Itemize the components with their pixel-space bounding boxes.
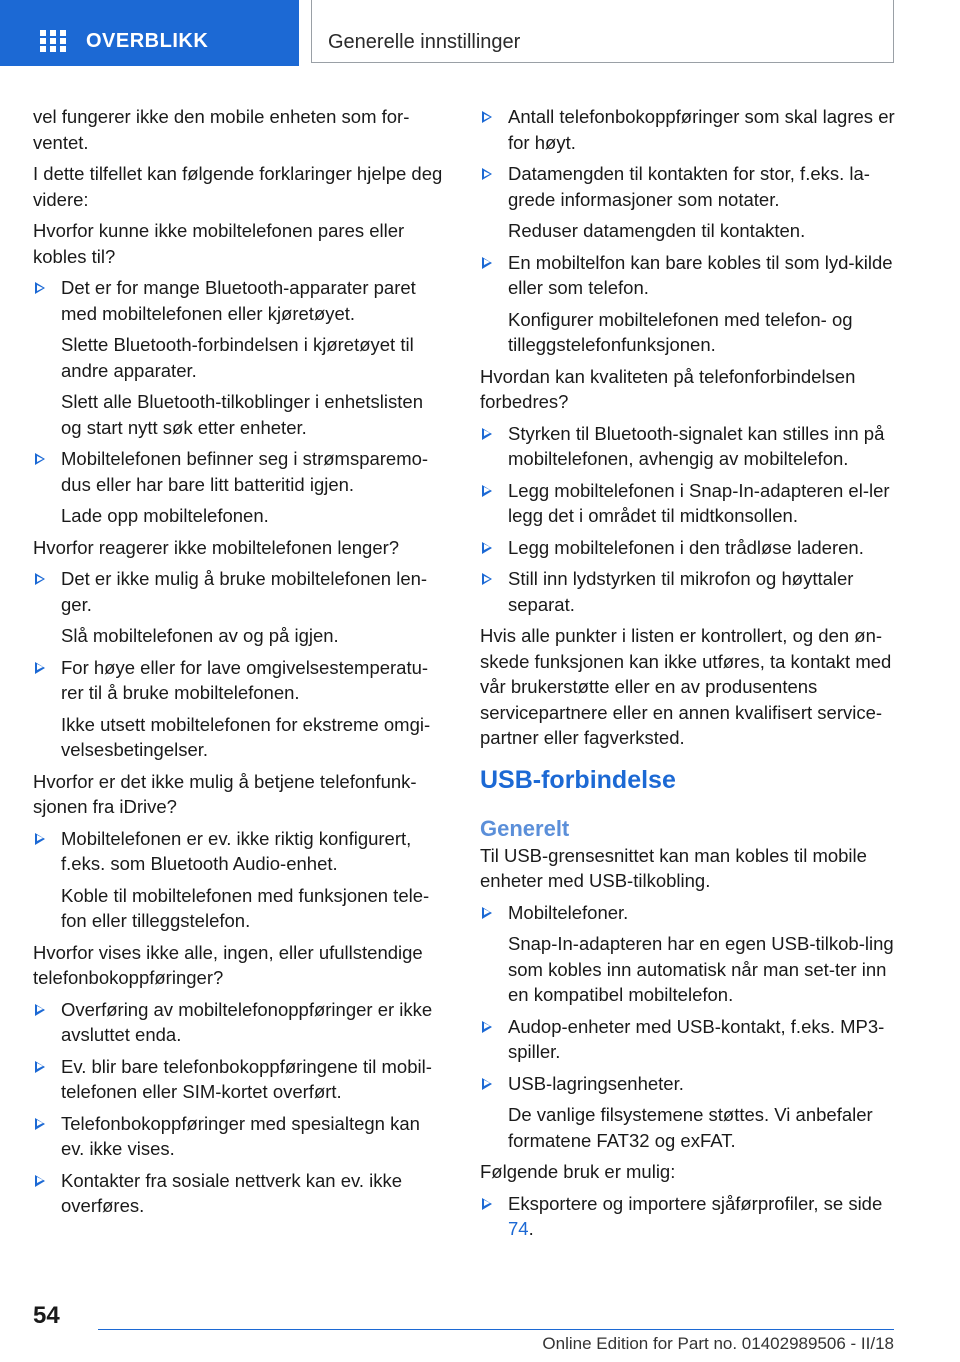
triangle-bullet-icon bbox=[482, 111, 492, 123]
list-item bbox=[33, 826, 448, 877]
section-tab bbox=[311, 0, 894, 63]
list-item-text: Eksportere og importere sjåførprofiler, se side bbox=[508, 1192, 883, 1214]
paragraph: Til USB-grensesnittet kan man kobles til mobile enheter med USB-tilkobling. bbox=[480, 844, 867, 891]
paragraph: I dette tilfellet kan følgende forklaringer hjelpe deg videre: bbox=[33, 163, 443, 210]
list-item bbox=[33, 1054, 448, 1105]
list-item-text: Det er for mange Bluetooth-apparater paret med mobiltelefonen eller kjøretøyet. bbox=[61, 277, 416, 324]
list-item bbox=[33, 1111, 448, 1162]
list-item bbox=[480, 900, 895, 926]
list-item-text: Overføring av mobiltelefonoppføringer er ikke avsluttet enda. bbox=[61, 998, 433, 1045]
list-item bbox=[33, 1168, 448, 1219]
list-item-text: Mobiltelefoner. bbox=[508, 901, 629, 923]
paragraph: Hvorfor kunne ikke mobiltelefonen pares eller kobles til? bbox=[33, 220, 405, 267]
list-item bbox=[480, 421, 895, 472]
list-item bbox=[480, 1191, 895, 1242]
paragraph: Hvordan kan kvaliteten på telefonforbindelsen forbedres? bbox=[480, 365, 856, 412]
list-item bbox=[480, 1071, 895, 1097]
list-item-text: Mobiltelefonen er ev. ikke riktig konfigurert, f.eks. som Bluetooth Audio-enhet. bbox=[61, 827, 412, 874]
list-item bbox=[480, 1014, 895, 1065]
list-item-text: En mobiltelfon kan bare kobles til som lyd-kilde eller som telefon. bbox=[508, 251, 893, 298]
triangle-bullet-icon bbox=[35, 1175, 45, 1187]
paragraph: vel fungerer ikke den mobile enheten som for-ventet. bbox=[33, 106, 410, 153]
section-heading: USB-forbindelse bbox=[480, 765, 676, 794]
list-item-text: USB-lagringsenheter. bbox=[508, 1072, 684, 1094]
list-item bbox=[480, 161, 895, 212]
page-header bbox=[0, 0, 960, 66]
list-item bbox=[480, 104, 895, 155]
list-item-text: Still inn lydstyrken til mikrofon og høyttaler separat. bbox=[508, 568, 854, 615]
triangle-bullet-icon bbox=[482, 428, 492, 440]
overview-tab[interactable] bbox=[0, 0, 299, 66]
triangle-bullet-icon bbox=[482, 485, 492, 497]
list-item-text: Datamengden til kontakten for stor, f.eks. la-grede informasjoner som notater. bbox=[508, 163, 870, 210]
section-title: Generelle innstillinger bbox=[328, 31, 521, 53]
list-item bbox=[480, 478, 895, 529]
triangle-bullet-icon bbox=[35, 1004, 45, 1016]
bullet-detail: Reduser datamengden til kontakten. bbox=[508, 220, 806, 241]
page-link[interactable]: 74 bbox=[508, 1218, 529, 1239]
bullet-detail: Snap-In-adapteren har en egen USB-tilkob-ling som kobles inn automatisk når man set-ter inn en kompatibel mobiltelefon. bbox=[508, 933, 894, 1005]
triangle-bullet-icon bbox=[482, 907, 492, 919]
list-item-text: Ev. blir bare telefonbokoppføringene til mobil-telefonen eller SIM-kortet overført. bbox=[61, 1055, 432, 1102]
paragraph: Følgende bruk er mulig: bbox=[480, 1161, 676, 1182]
list-item-text: Styrken til Bluetooth-signalet kan stilles inn på mobiltelefonen, avhengig av mobiltelefon. bbox=[508, 422, 885, 469]
list-item-text: Telefonbokoppføringer med spesialtegn kan ev. ikke vises. bbox=[61, 1112, 420, 1159]
list-item-text: Audop-enheter med USB-kontakt, f.eks. MP3-spiller. bbox=[508, 1015, 885, 1062]
triangle-bullet-icon bbox=[35, 1118, 45, 1130]
list-item bbox=[480, 250, 895, 301]
triangle-bullet-icon bbox=[482, 573, 492, 585]
list-item-text: Antall telefonbokoppføringer som skal lagres er for høyt. bbox=[508, 106, 895, 153]
bullet-detail: Slå mobiltelefonen av og på igjen. bbox=[61, 625, 339, 646]
list-item-text: For høye eller for lave omgivelsestemperatu-rer til å bruke mobiltelefonen. bbox=[61, 656, 429, 703]
subsection-heading: Generelt bbox=[480, 815, 570, 841]
paragraph: Hvorfor reagerer ikke mobiltelefonen lenger? bbox=[33, 536, 400, 558]
triangle-bullet-icon bbox=[35, 662, 45, 674]
paragraph: Hvorfor vises ikke alle, ingen, eller ufullstendige telefonbokoppføringer? bbox=[33, 941, 423, 988]
triangle-bullet-icon bbox=[35, 1061, 45, 1073]
paragraph: Hvis alle punkter i listen er kontrollert, og den øn-skede funksjonen kan ikke utføres, ta kontakt med vår brukerstøtte eller en av produsentens servicepartnere eller en annen kvalifisert service-partner eller fagverksted. bbox=[480, 625, 892, 748]
page-number: 54 bbox=[33, 1302, 60, 1329]
triangle-bullet-icon bbox=[35, 282, 45, 294]
triangle-bullet-icon bbox=[482, 168, 492, 180]
list-item-text: Mobiltelefonen befinner seg i strømsparemo-dus eller har bare litt batteritid igjen. bbox=[61, 448, 429, 495]
right-column bbox=[480, 104, 895, 1248]
triangle-bullet-icon bbox=[482, 257, 492, 269]
triangle-bullet-icon bbox=[482, 1078, 492, 1090]
triangle-bullet-icon bbox=[35, 573, 45, 585]
paragraph: Hvorfor er det ikke mulig å betjene telefonfunk-sjonen fra iDrive? bbox=[33, 770, 417, 817]
footer-edition: Online Edition for Part no. 01402989506 - II/18 bbox=[542, 1334, 894, 1353]
list-item-suffix: . bbox=[528, 1218, 534, 1239]
triangle-bullet-icon bbox=[482, 1021, 492, 1033]
triangle-bullet-icon bbox=[482, 542, 492, 554]
bullet-detail: Slette Bluetooth-forbindelsen i kjøretøyet til andre apparater. bbox=[61, 334, 414, 381]
list-item-text: Legg mobiltelefonen i Snap-In-adapteren el-ler legg det i området til midtkonsollen. bbox=[508, 479, 890, 526]
list-item bbox=[33, 566, 448, 617]
grid-icon bbox=[40, 30, 66, 52]
bullet-detail: Ikke utsett mobiltelefonen for ekstreme omgi-velsesbetingelser. bbox=[61, 713, 431, 760]
bullet-detail: Slett alle Bluetooth-tilkoblinger i enhetslisten og start nytt søk etter enheter. bbox=[61, 391, 423, 438]
list-item bbox=[480, 566, 895, 617]
bullet-detail: De vanlige filsystemene støttes. Vi anbefaler formatene FAT32 og exFAT. bbox=[508, 1104, 873, 1151]
list-item-text: Kontakter fra sosiale nettverk kan ev. ikke overføres. bbox=[61, 1169, 403, 1216]
bullet-detail: Konfigurer mobiltelefonen med telefon- og tilleggstelefonfunksjonen. bbox=[508, 308, 853, 355]
left-column bbox=[33, 104, 448, 1225]
list-item bbox=[33, 997, 448, 1048]
overview-label: OVERBLIKK bbox=[86, 30, 209, 52]
bullet-detail: Lade opp mobiltelefonen. bbox=[61, 505, 269, 526]
list-item bbox=[33, 275, 448, 326]
list-item bbox=[480, 535, 895, 561]
list-item-text: Legg mobiltelefonen i den trådløse laderen. bbox=[508, 536, 864, 558]
footer-divider bbox=[98, 1329, 894, 1330]
triangle-bullet-icon bbox=[482, 1198, 492, 1210]
triangle-bullet-icon bbox=[35, 453, 45, 465]
list-item-text: Det er ikke mulig å bruke mobiltelefonen len-ger. bbox=[61, 568, 428, 615]
list-item bbox=[33, 446, 448, 497]
bullet-detail: Koble til mobiltelefonen med funksjonen tele-fon eller tilleggstelefon. bbox=[61, 884, 430, 931]
list-item bbox=[33, 655, 448, 706]
triangle-bullet-icon bbox=[35, 833, 45, 845]
